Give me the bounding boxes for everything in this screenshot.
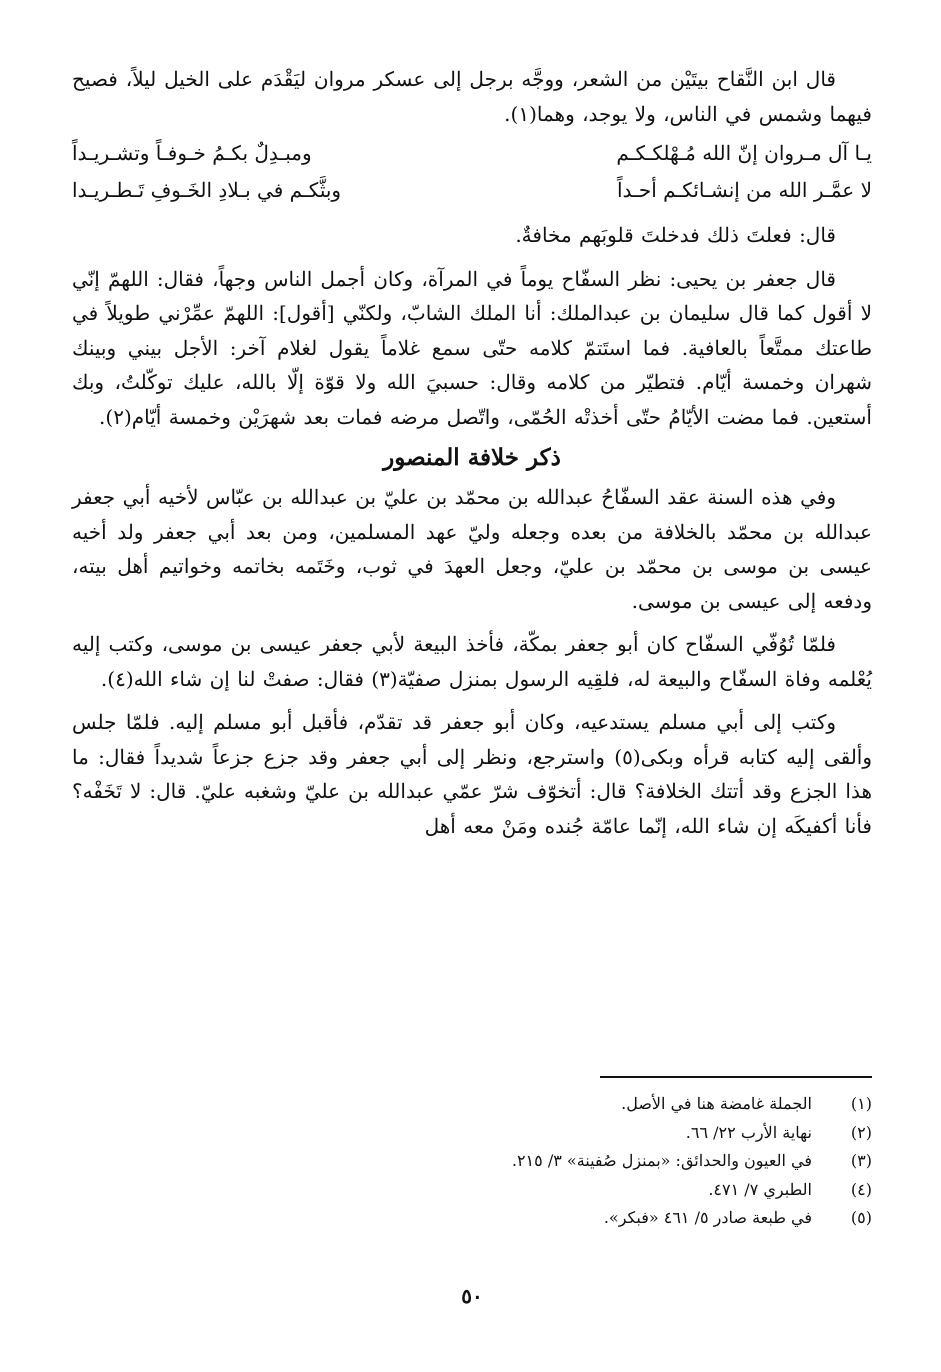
poem xyxy=(72,135,872,209)
footnote xyxy=(72,1204,872,1233)
footnote xyxy=(72,1147,872,1176)
footnote-number: (٥) xyxy=(850,1208,872,1227)
paragraph-jafar-ibn-yahya: قال جعفر بن يحيى: نظر السفّاح يوماً في المرآة، وكان أجمل الناس وجهاً، فقال: اللهمّ إنّي لا أقول كما قال سليمان بن عبدالملك: أنا الملك الشابّ، ولكنّي [أقول]: اللهمّ عمِّرْني طويلاً في طاعتك ممتَّعاً بالعافية. فما استَتمّ كلامه حتّى سمع غلاماً يقول لغلام آخر: الأجل بيني وبينك شهران وخمسة أيّام. فتطيّر من كلامه وقال: حسبيَ الله ولا قوّة إلّا بالله، عليك توكّلتُ، وبك أستعين. فما مضت الأيّامُ حتّى أخذتْه الحُمّى، واتّصل مرضه فمات بعد شهرَيْن وخمسة أيّام(٢). xyxy=(72,266,872,429)
poem-verse xyxy=(72,135,872,172)
footnotes xyxy=(72,1090,872,1233)
footnote xyxy=(72,1090,872,1119)
footnote-text: الطبري ٧/ ٤٧١. xyxy=(708,1179,812,1199)
footnote-number: (٤) xyxy=(850,1179,872,1199)
poem-verse xyxy=(72,172,872,209)
verse-second-hemistich: وبثَّكـم في بـلادِ الخَـوفِ تَـطـريـدا xyxy=(72,178,342,202)
book-page xyxy=(72,62,872,1352)
footnote-number: (١) xyxy=(850,1094,872,1113)
verse-first-hemistich: يـا آل مـروان إنّ الله مُـهْلكـكـم xyxy=(616,141,872,165)
paragraph-fear: قال: فعلتَ ذلك فدخلتَ قلوبَهم مخافةٌ. xyxy=(515,223,836,247)
footnote-text: الجملة غامضة هنا في الأصل. xyxy=(621,1094,812,1113)
footnote-number: (٣) xyxy=(850,1151,872,1170)
verse-first-hemistich: لا عمَّـر الله من إنشـائكـم أحـداً xyxy=(616,178,872,202)
paragraph-abu-muslim: وكتب إلى أبي مسلم يستدعيه، وكان أبو جعفر قد تقدّم، فأقبل أبو مسلم إليه. فلمّا جلس وألقى إليه كتابه قرأه وبكى(٥) واسترجع، ونظر إلى أبي جعفر وقد جزع جزعاً شديداً فقال: ما هذا الجزع وقد أتتك الخلافة؟ قال: أتخوّف شرّ عمّي عبدالله بن عليّ وشغبه عليّ. قال: لا تَخَفْه؟ فأنا أكفيكَه إن شاء الله، إنّما عامّة جُنده ومَنْ معه أهل xyxy=(72,710,873,838)
footnote-text: في طبعة صادر ٥/ ٤٦١ «فبكر». xyxy=(603,1208,812,1227)
section-heading: ذكر خلافة المنصور xyxy=(383,444,561,471)
verse-second-hemistich: ومبـدِلٌ بكـمُ خـوفـاً وتشـريـداً xyxy=(72,141,312,165)
paragraph-ibn-naqqah: قال ابن النَّقاح بيتَيْن من الشعر، ووجَّه برجل إلى عسكر مروان ليَقْدَم على الخيل ليلاً، فصيح فيهما وشمس في الناس، ولا يوجد، وهما(١). xyxy=(72,67,872,126)
footnote-text: في العيون والحدائق: «بمنزل صُفينة» ٣/ ٢١٥. xyxy=(511,1151,812,1170)
footnote-divider xyxy=(600,1076,872,1078)
page-number: ٥٠ xyxy=(461,1284,483,1308)
paragraph-succession: وفي هذه السنة عقد السفّاحُ عبدالله بن محمّد بن عليّ بن عبدالله بن عبّاس لأخيه أبي جعفر عبدالله بن محمّد بالخلافة من بعده وجعله وليّ عهد المسلمين، ومن بعد أبي جعفر ولد أخيه عيسى بن موسى بن محمّد بن عليّ، وجعل العهدَ في ثوب، وخَتَمه بخاتمه وخواتيم أهل بيته، ودفعه إلى عيسى بن موسى. xyxy=(72,485,872,613)
footnote-number: (٢) xyxy=(850,1122,872,1142)
footnote xyxy=(72,1119,872,1148)
paragraph-death-of-saffah: فلمّا تُوُفّي السفّاح كان أبو جعفر بمكّة، فأخذ البيعة لأبي جعفر عيسى بن موسى، وكتب إليه يُعْلمه وفاة السفّاح والبيعة له، فلقِيه الرسول بمنزل صفيّة(٣) فقال: صفتْ لنا إن شاء الله(٤). xyxy=(72,632,872,691)
footnote-text: نهاية الأرب ٢٢/ ٦٦. xyxy=(685,1122,812,1142)
footnote xyxy=(72,1176,872,1205)
